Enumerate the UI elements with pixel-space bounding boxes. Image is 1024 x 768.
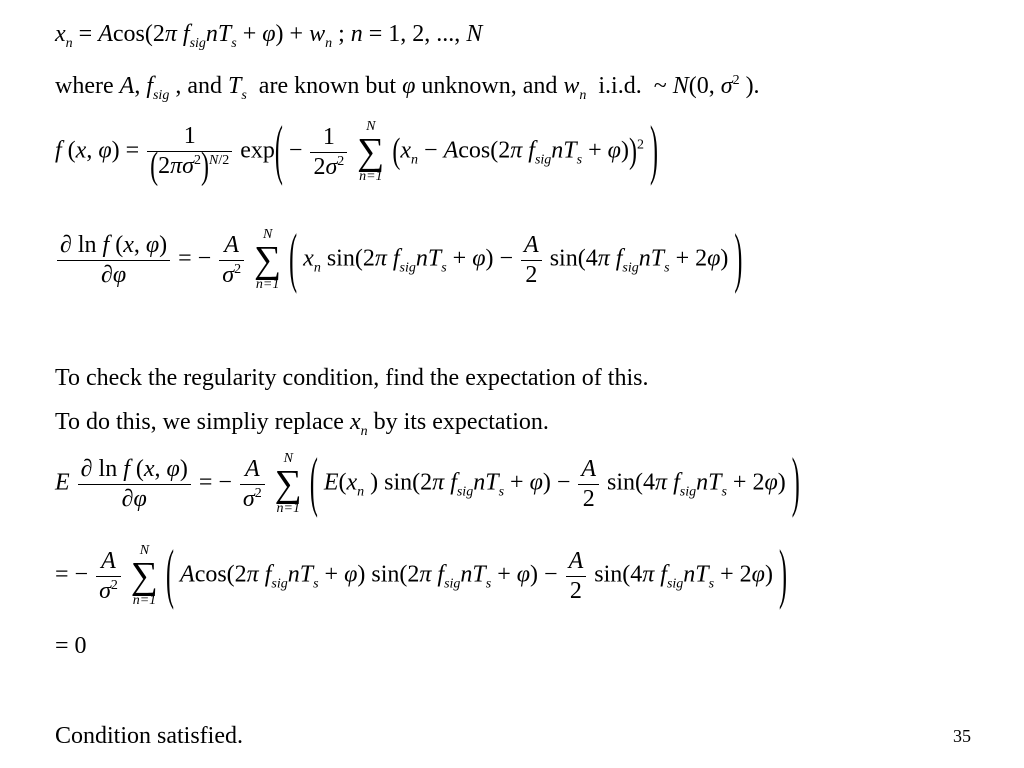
expectation-equation-2: = − $\frac{A}{\sigma^2}$ N ∑ n=1 ( Acos(2π $f_{sig}nT_s + \varphi$) sin(2π $f_{sig}nT_s + \varphi$) − $\frac{A}{2}$ sin(4π $f_{sig}nT_s + 2\varphi$) ) (55, 539, 787, 613)
expectation-equation-1: E $\frac{\text{∂ ln f (x, φ)}}{\partial\varphi}$ = − $\frac{A}{\sigma^2}$ N ∑ n=1 ( $E(x_n$ ) sin(2π $f_{sig}nT_s + \varphi$) − $\frac{A}{2}$ sin(4π $f_{sig}nT_s + 2\varphi$) ) (55, 447, 800, 521)
regularity-check-text: To check the regularity condition, find the expectation of this. (55, 365, 649, 391)
signal-model-equation: $x_n = Acos(2\pi$ $f_{sig}nT_s + \varphi) + w_n$ ; n = 1, 2, ..., N (55, 21, 483, 51)
replace-text-pre: To do this, we simpliy replace (55, 409, 350, 435)
pdf-equation: f (x, φ) = $\frac{1}{(2\pi\sigma^2)^{N/2}}$ exp( − $\frac{1}{2\sigma^2}$ N ∑ n=1 ($x_n - Acos(2\pi$ $f_{sig}nT_s + \varphi))^2$ ) (55, 115, 658, 189)
log-likelihood-derivative-equation: $\frac{\text{∂ ln f (x, φ)}}{\partial\varphi}$ = − $\frac{A}{\sigma^2}$ N ∑ n=1 ( $x_n$ sin(2π $f_{sig}nT_s + \varphi$) − $\frac{A}{2}$ sin(4π $f_{sig}nT_s + 2\varphi$) ) (55, 228, 742, 292)
conclusion-text: Condition satisfied. (55, 723, 243, 749)
expectation-equation-3: = 0 (55, 633, 87, 659)
replace-text-post: by its expectation. (367, 409, 549, 435)
replace-expectation-text: To do this, we simpliy replace $x_n$ by its expectation. (55, 409, 549, 439)
page-number: 35 (953, 726, 971, 746)
model-assumptions-text: where A, $f_{sig}$ , and $T_s$ are known but φ unknown, and $w_n$ i.i.d. ~ N(0, $\sigma^2$ ). (55, 73, 760, 103)
